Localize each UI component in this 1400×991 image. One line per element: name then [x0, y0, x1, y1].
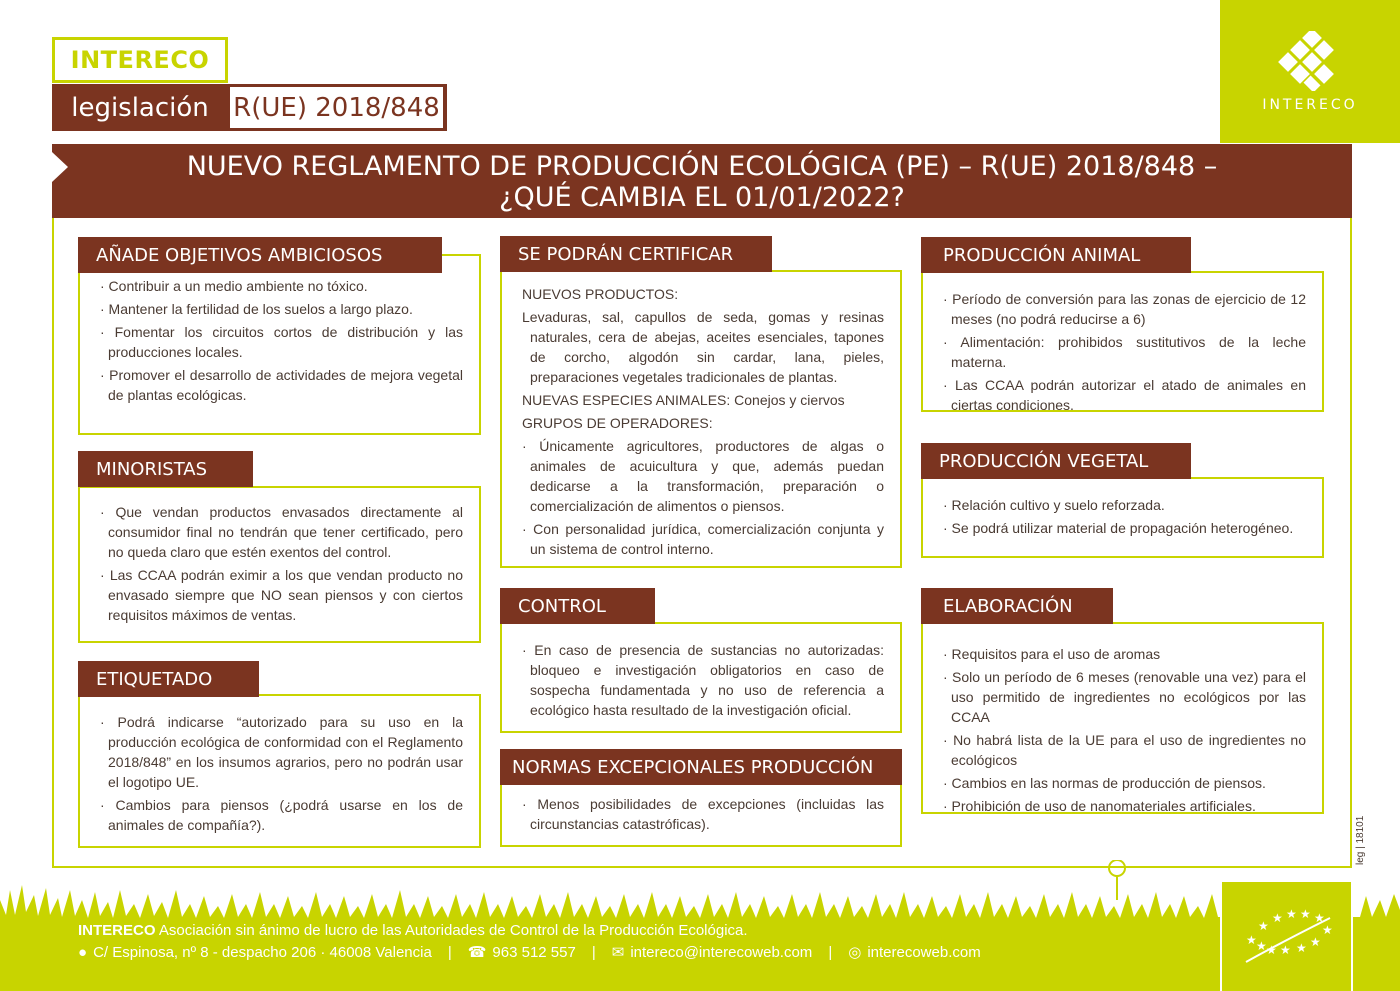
logo-wordmark: INTERECO [1262, 96, 1358, 113]
section-certificar-heading: SE PODRÁN CERTIFICAR [500, 236, 772, 272]
list-item: · Cambios para piensos (¿podrá usarse en los de animales de compañía?). [100, 797, 463, 833]
svg-text:★: ★ [1300, 907, 1311, 921]
svg-text:★: ★ [1310, 935, 1321, 949]
eu-leaf-icon [1222, 882, 1351, 991]
footer-org-line [78, 920, 981, 942]
list-item: · Alimentación: prohibidos sustitutivos de la leche materna. [943, 334, 1306, 370]
list-item: · Que vendan productos envasados directamente al consumidor final no tendrán que tener certificado, pero no queda claro que estén exentos del control. [100, 504, 463, 560]
section-animal-box [921, 271, 1324, 412]
section-etiquetado-heading: ETIQUETADO [78, 661, 259, 697]
footer-info [78, 920, 981, 964]
section-normas-heading: NORMAS EXCEPCIONALES PRODUCCIÓN [500, 749, 902, 785]
footer-description: Asociación sin ánimo de lucro de las Autoridades de Control de la Producción Ecológica. [155, 922, 748, 939]
list-item: · Mantener la fertilidad de los suelos a largo plazo. [100, 301, 413, 317]
footer-org: INTERECO [78, 922, 156, 939]
svg-text:★: ★ [1258, 919, 1269, 933]
section-animal-heading: PRODUCCIÓN ANIMAL [921, 237, 1191, 273]
section-control-box [500, 622, 902, 733]
legislation-label: legislación [71, 92, 209, 123]
brand-name: INTERECO [70, 46, 210, 74]
list-item: · Menos posibilidades de excepciones (incluidas las circunstancias catastróficas). [522, 796, 884, 832]
list-item: · Período de conversión para las zonas de ejercicio de 12 meses (no podrá reducirse a 6) [943, 291, 1306, 327]
separator: | [828, 944, 833, 961]
title-notch [52, 152, 68, 182]
page-title [52, 144, 1352, 218]
section-minoristas-box [78, 486, 481, 643]
section-objetivos-heading: AÑADE OBJETIVOS AMBICIOSOS [78, 237, 442, 273]
legislation-bar [52, 84, 447, 131]
section-elaboracion-heading: ELABORACIÓN [921, 588, 1113, 624]
svg-text:★: ★ [1266, 943, 1277, 957]
list-item: · Relación cultivo y suelo reforzada. [943, 497, 1165, 513]
section-vegetal-heading: PRODUCCIÓN VEGETAL [921, 443, 1191, 479]
footer-phone: 963 512 557 [492, 944, 576, 961]
svg-text:★: ★ [1256, 939, 1267, 953]
title-line-2: ¿QUÉ CAMBIA EL 01/01/2022? [499, 182, 905, 213]
list-item: · Podrá indicarse “autorizado para su uso en la producción ecológica de conformidad con el Reglamento 2018/848” en los insumos agrarios, pero no podrán usar el logotipo UE. [100, 714, 463, 790]
brand-box [52, 37, 228, 83]
intereco-logo [1220, 0, 1400, 143]
list-item: · Cambios en las normas de producción de piensos. [943, 775, 1266, 791]
section-elaboracion-box [921, 622, 1324, 814]
list-item: · Con personalidad jurídica, comercialización conjunta y un sistema de control interno. [522, 521, 884, 557]
phone-icon: ☎ [467, 944, 487, 961]
paragraph: NUEVAS ESPECIES ANIMALES: Conejos y ciervos [522, 392, 845, 408]
separator: | [591, 944, 596, 961]
regulation-code: R(UE) 2018/848 [230, 87, 443, 128]
list-item: · Contribuir a un medio ambiente no tóxico. [100, 278, 368, 294]
subheading: NUEVOS PRODUCTOS: [522, 286, 679, 302]
svg-text:★: ★ [1246, 933, 1257, 947]
section-certificar-box [500, 270, 902, 568]
svg-text:★: ★ [1296, 941, 1307, 955]
list-item: · Las CCAA podrán autorizar el atado de animales en ciertas condiciones. [943, 377, 1306, 413]
list-item: · Fomentar los circuitos cortos de distribución y las producciones locales. [100, 324, 463, 360]
list-item: · En caso de presencia de sustancias no autorizadas: bloqueo e investigación obligatorios en caso de sospecha fundamentada y no uso de referencia a ecológico hasta resultado de la investigación oficial. [522, 642, 884, 718]
list-item: · Promover el desarrollo de actividades de mejora vegetal de plantas ecológicas. [100, 367, 463, 403]
list-item: · Requisitos para el uso de aromas [943, 646, 1161, 662]
intereco-logo-icon [1275, 31, 1345, 91]
subheading: GRUPOS DE OPERADORES: [522, 415, 713, 431]
section-normas-box [500, 782, 902, 847]
footer-contact-line [78, 942, 981, 964]
svg-text:★: ★ [1322, 923, 1333, 937]
section-minoristas-heading: MINORISTAS [78, 451, 253, 487]
svg-text:★: ★ [1286, 907, 1297, 921]
section-control-heading: CONTROL [500, 588, 655, 624]
section-etiquetado-box [78, 694, 481, 848]
list-item: · Prohibición de uso de nanomateriales artificiales. [943, 798, 1256, 814]
section-vegetal-box [921, 477, 1324, 558]
list-item: · Solo un período de 6 meses (renovable una vez) para el uso permitido de ingredientes no ecológicos por las CCAA [943, 669, 1306, 725]
section-objetivos-box [78, 254, 481, 435]
footer-web[interactable]: interecoweb.com [867, 944, 981, 961]
title-line-1: NUEVO REGLAMENTO DE PRODUCCIÓN ECOLÓGICA (PE) – R(UE) 2018/848 – [186, 151, 1218, 182]
svg-text:★: ★ [1314, 911, 1325, 925]
list-item: · Las CCAA podrán eximir a los que vendan producto no envasado siempre que NO sean piensos y con ciertos requisitos máximos de ventas. [100, 567, 463, 623]
svg-text:★: ★ [1272, 911, 1283, 925]
footer-address: C/ Espinosa, nº 8 - despacho 206 · 46008 Valencia [93, 944, 432, 961]
location-pin-icon: ● [78, 944, 88, 961]
list-item: · Únicamente agricultores, productores de algas o animales de acuicultura y que, además puedan dedicarse a la transformación, preparación o comercialización de alimentos o piensos. [522, 438, 884, 514]
email-icon: ✉ [611, 944, 625, 961]
globe-icon: ◎ [848, 944, 862, 961]
svg-text:★: ★ [1280, 943, 1291, 957]
paragraph: Levaduras, sal, capullos de seda, gomas y resinas naturales, cera de abejas, aceites esenciales, tapones de corcho, algodón sin cardar, lana, pieles, preparaciones vegetales tradicionales de plantas. [522, 309, 884, 385]
separator: | [447, 944, 452, 961]
footer-email[interactable]: intereco@interecoweb.com [630, 944, 813, 961]
list-item: · Se podrá utilizar material de propagación heterogéneo. [943, 520, 1294, 536]
eu-organic-logo [1220, 880, 1353, 991]
document-code: leg | 18101 [1355, 815, 1366, 865]
list-item: · No habrá lista de la UE para el uso de ingredientes no ecológicos [943, 732, 1306, 768]
